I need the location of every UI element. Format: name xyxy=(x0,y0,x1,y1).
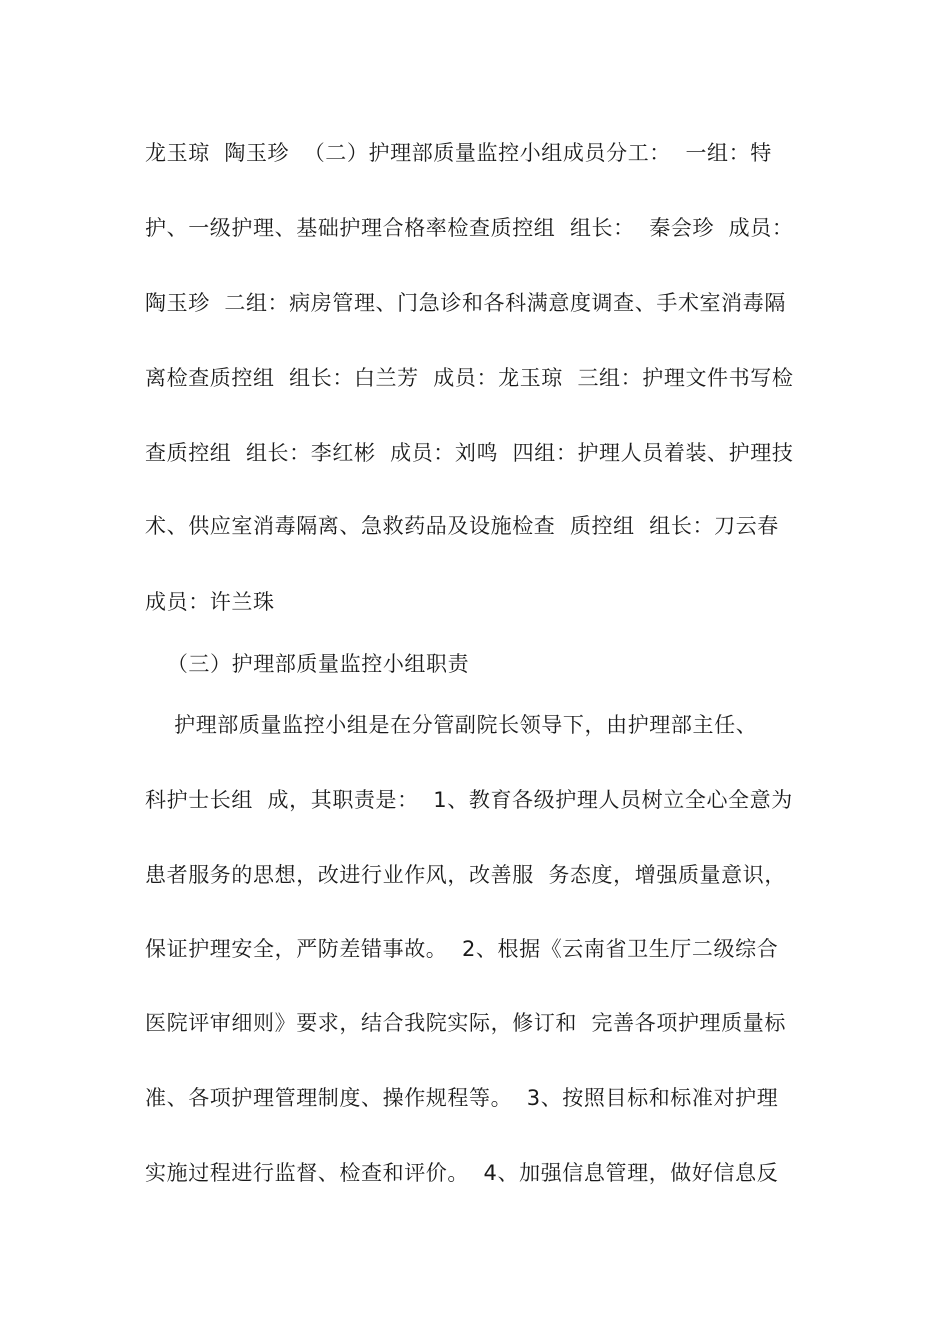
text-line: 科护士长组 成，其职责是： 1、教育各级护理人员树立全心全意为 xyxy=(145,788,793,812)
text-line: 准、各项护理管理制度、操作规程等。 3、按照目标和标准对护理 xyxy=(145,1086,779,1110)
text-line: 实施过程进行监督、检查和评价。 4、加强信息管理，做好信息反 xyxy=(145,1161,779,1185)
paragraph-first-line: 护理部质量监控小组是在分管副院长领导下，由护理部主任、 xyxy=(145,713,758,737)
text-line: 患者服务的思想，改进行业作风，改善服 务态度，增强质量意识， xyxy=(145,863,786,887)
text-line: 成员：许兰珠 xyxy=(145,590,275,614)
text-line: 离检查质控组 组长：白兰芳 成员：龙玉琼 三组：护理文件书写检 xyxy=(145,366,794,390)
text-line: 查质控组 组长：李红彬 成员：刘鸣 四组：护理人员着装、护理技 xyxy=(145,441,794,465)
text-line: 保证护理安全，严防差错事故。 2、根据《云南省卫生厅二级综合 xyxy=(145,937,779,961)
text-line: 陶玉珍 二组：病房管理、门急诊和各科满意度调查、手术室消毒隔 xyxy=(145,291,786,315)
text-line: 龙玉琼 陶玉珍 （二）护理部质量监控小组成员分工： 一组：特 xyxy=(145,141,772,165)
text-line: 护、一级护理、基础护理合格率检查质控组 组长： 秦会珍 成员： xyxy=(145,216,794,240)
text-line: 术、供应室消毒隔离、急救药品及设施检查 质控组 组长：刀云春 xyxy=(145,514,779,538)
text-line: 医院评审细则》要求，结合我院实际，修订和 完善各项护理质量标 xyxy=(145,1011,786,1035)
section-heading: （三）护理部质量监控小组职责 xyxy=(145,652,470,676)
